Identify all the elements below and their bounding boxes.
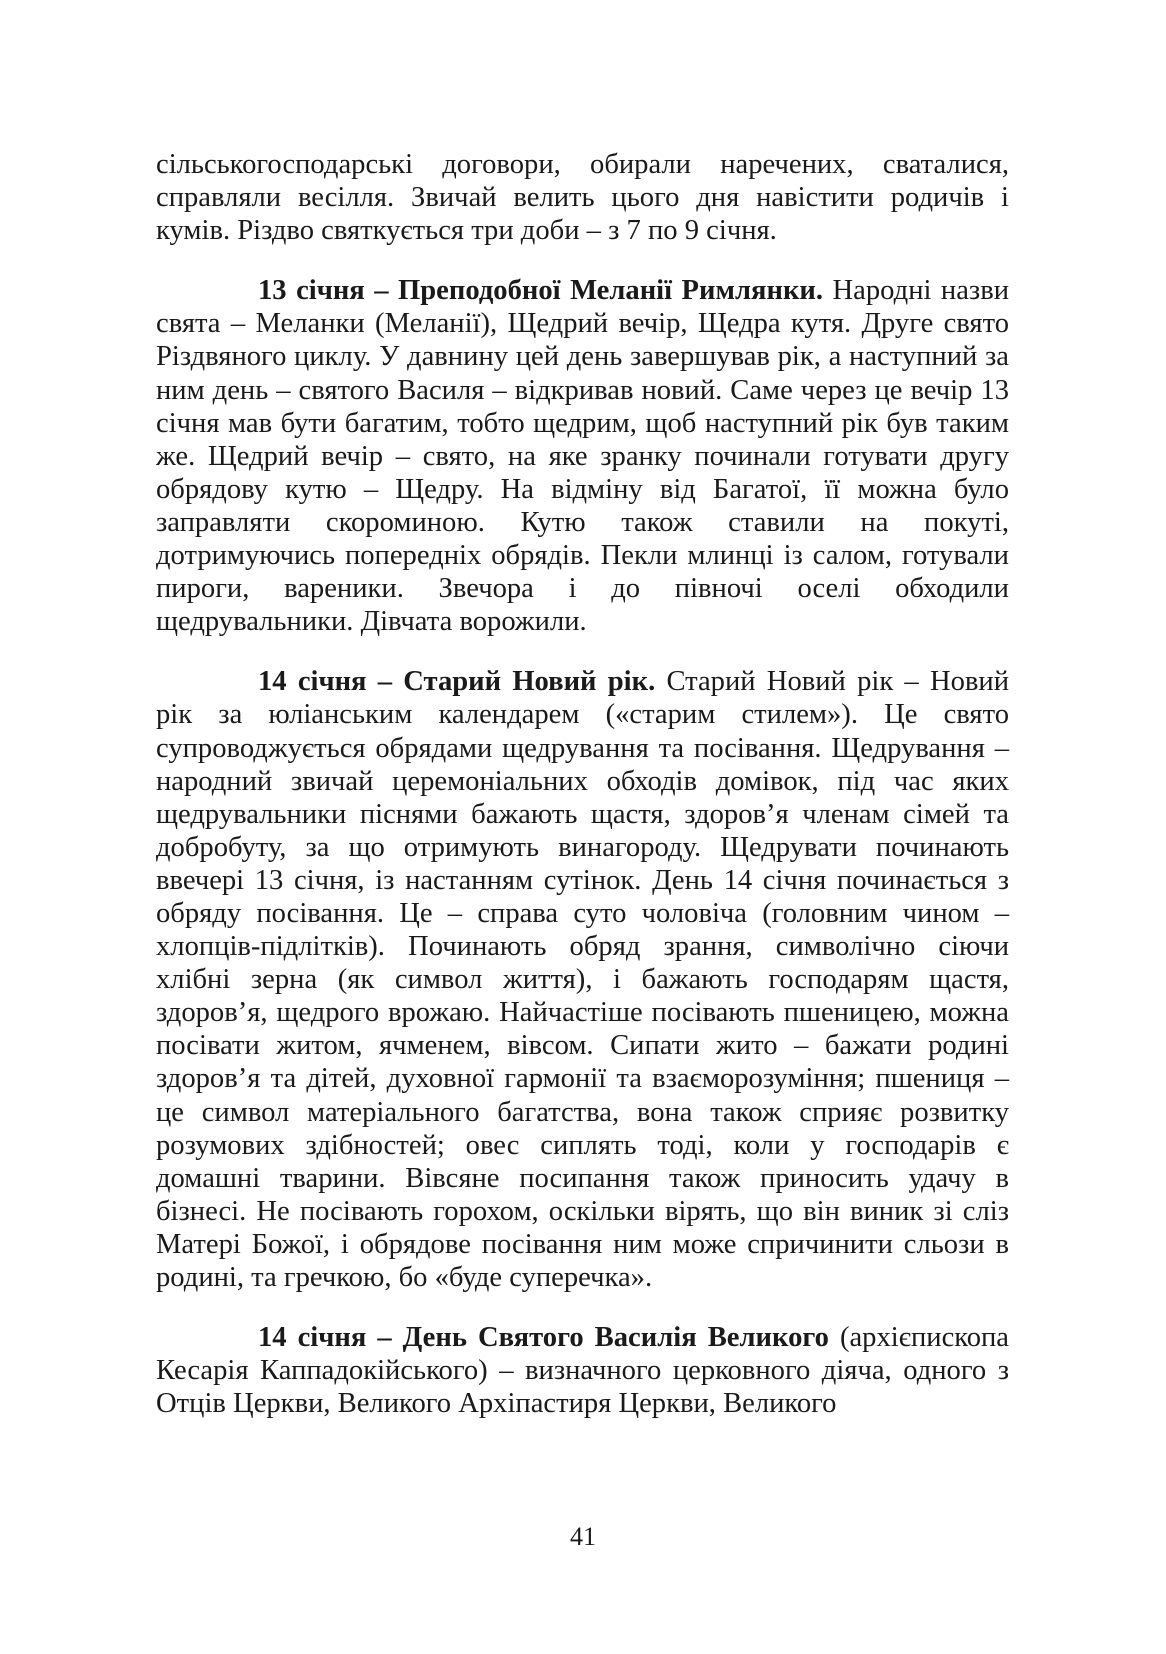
- page-number: 41: [570, 1522, 596, 1551]
- feast-dash: –: [366, 1322, 403, 1354]
- feast-dash: –: [364, 275, 399, 307]
- paragraph-text: Старий Новий рік – Новий рік за юліанським календарем («старим стилем»). Це свято супроводжується обрядами щедрування та посівання. Щедрування – народний звичай церемоніальних обходів домівок, під час яких щедрувальники піснями бажають щастя, здоров’я членам сімей та добробуту, за що отримують винагороду. Щедрувати починають ввечері 13 січня, із настанням сутінок. День 14 січня починається з обряду посівання. Це – справа суто чоловіча (головним чином – хлопців-підлітків). Починають обряд зрання, символічно сіючи хлібні зерна (як символ життя), і бажають господарям щастя, здоров’я, щедрого врожаю. Найчастіше посівають пшеницею, можна посівати житом, ячменем, вівсом. Сипати жито – бажати родині здоров’я та дітей, духовної гармонії та взаєморозуміння; пшениця – це символ матеріального багатства, вона також сприяє розвитку розумових здібностей; овес сиплять тоді, коли у господарів є домашні тварини. Вівсяне посипання також приносить удачу в бізнесі. Не посівають горохом, оскільки вірять, що він виник зі сліз Матері Божої, і обрядове посівання ним може спричинити сльози в родині, та гречкою, бо «буде суперечка».: [156, 666, 1010, 1293]
- paragraph-text: сільськогосподарські договори, обирали наречених, сваталися, справляли весілля. Звичай велить цього дня навістити родичів і кумів. Різдво святкується три доби – з 7 по 9 січня.: [156, 149, 1009, 247]
- document-page: [156, 148, 1009, 1420]
- feast-date: 14 січня: [258, 1322, 367, 1354]
- feast-title: День Святого Василія Великого: [402, 1322, 829, 1354]
- paragraph-continuation: [156, 148, 1009, 247]
- paragraph-text: (архієпископа Кесарія Каппадокійського) – визначного церковного діяча, одного з Отців Церкви, Великого Архіпастиря Церкви, Великого: [156, 1322, 1009, 1420]
- paragraph-text: Народні назви свята – Меланки (Меланії), Щедрий вечір, Щедра кутя. Друге свято Різдвяного циклу. У давнину цей день завершував рік, а наступний за ним день – святого Василя – відкривав новий. Саме через це вечір 13 січня мав бути багатим, тобто щедрим, щоб наступний рік був таким же. Щедрий вечір – свято, на яке зранку починали готувати другу обрядову кутю – Щедру. На відміну від Багатої, її можна було заправляти скороминою. Кутю також ставили на покуті, дотримуючись попередніх обрядів. Пекли млинці із салом, готували пироги, вареники. Звечора і до півночі оселі обходили щедрувальники. Дівчата ворожили.: [156, 275, 1010, 638]
- paragraph-melania: [156, 274, 1009, 638]
- feast-dash: –: [366, 666, 404, 698]
- feast-title: Преподобної Меланії Римлянки: [398, 275, 816, 307]
- paragraph-old-new-year: [156, 665, 1009, 1294]
- feast-date: 13 січня: [258, 275, 365, 307]
- feast-title-punct: .: [815, 275, 824, 307]
- feast-date: 14 січня: [258, 666, 367, 698]
- feast-title: Старий Новий рік.: [403, 666, 656, 698]
- paragraph-saint-basil: [156, 1321, 1009, 1420]
